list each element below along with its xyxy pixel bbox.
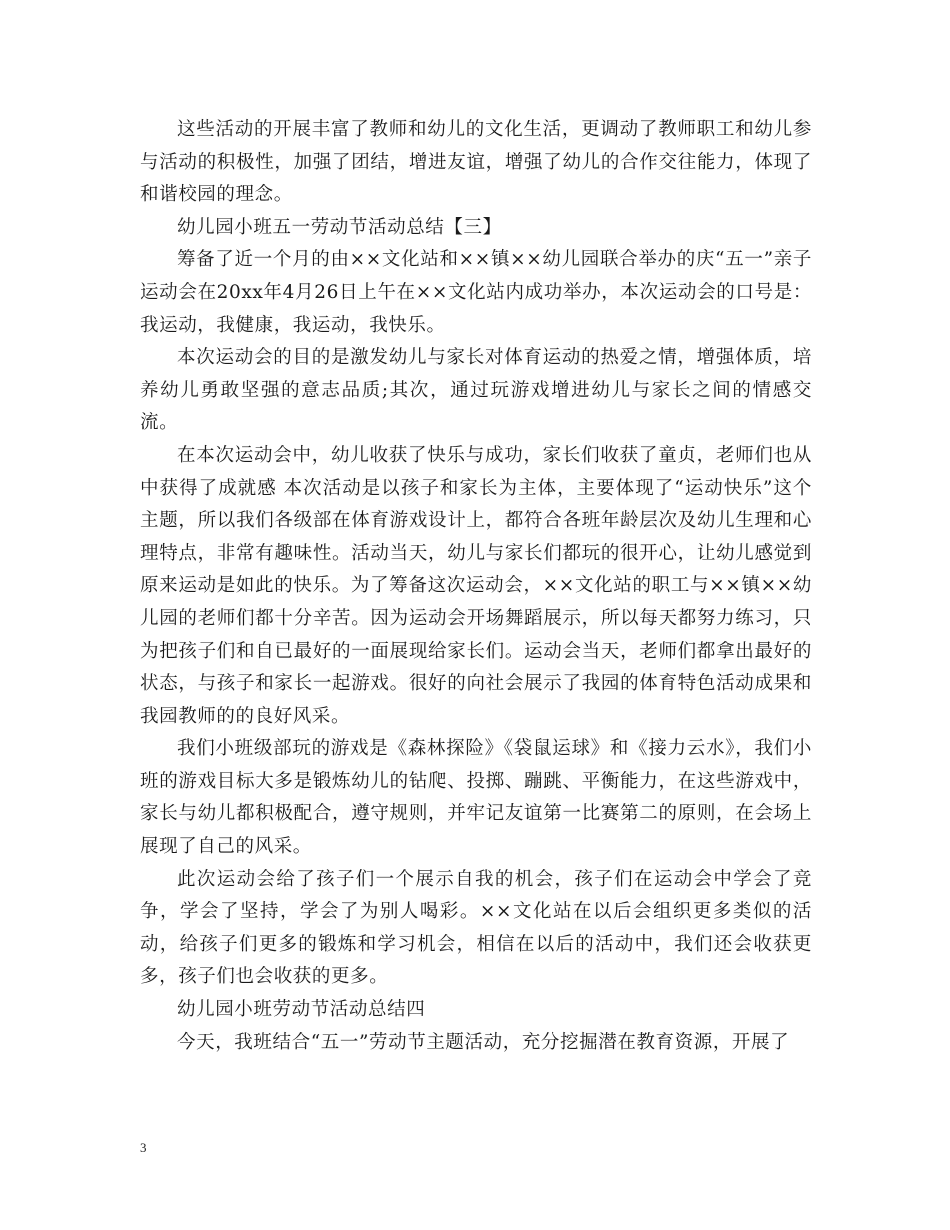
paragraph-class-games: 我们小班级部玩的游戏是《森林探险》《袋鼠运球》和《接力云水》，我们小班的游戏目标大多是锻炼幼儿的钻爬、投掷、蹦跳、平衡能力，在这些游戏中，家长与幼儿都积极配合，遵守规则，并牢记友谊第一比赛第二的原则，在会场上展现了自己的风采。 bbox=[140, 738, 812, 858]
section-heading-three: 幼儿园小班五一劳动节活动总结【三】 bbox=[177, 216, 502, 238]
paragraph-today-activity: 今天，我班结合“五一”劳动节主题活动，充分挖掘潜在教育资源，开展了 bbox=[177, 1031, 790, 1053]
paragraph-meeting-purpose: 本次运动会的目的是激发幼儿与家长对体育运动的热爱之情，增强体质，培养幼儿勇敢坚强的意志品质;其次，通过玩游戏增进幼儿与家长之间的情感交流。 bbox=[140, 347, 812, 434]
paragraph-activities-summary: 这些活动的开展丰富了教师和幼儿的文化生活，更调动了教师职工和幼儿参与活动的积极性，加强了团结，增进友谊，增强了幼儿的合作交往能力，体现了和谐校园的理念。 bbox=[140, 119, 812, 206]
section-heading-four: 幼儿园小班劳动节活动总结四 bbox=[177, 999, 426, 1021]
paragraph-meeting-results: 在本次运动会中，幼儿收获了快乐与成功，家长们收获了童贞，老师们也从中获得了成就感 本次活动是以孩子和家长为主体，主要体现了“运动快乐”这个主题，所以我们各级部在体育游戏设计上，都符合各班年龄层次及幼儿生理和心理特点，非常有趣味性。活动当天，幼儿与家长们都玩的很开心，让幼儿感觉到原来运动是如此的快乐。为了筹备这次运动会，××文化站的职工与××镇××幼儿园的老师们都十分辛苦。因为运动会开场舞蹈展示，所以每天都努力练习，只为把孩子们和自已最好的一面展现给家长们。运动会当天，老师们都拿出最好的状态，与孩子和家长一起游戏。很好的向社会展示了我园的体育特色活动成果和我园教师的的良好风采。 bbox=[140, 444, 812, 727]
paragraph-meeting-opportunity: 此次运动会给了孩子们一个展示自我的机会，孩子们在运动会中学会了竞争，学会了坚持，学会了为别人喝彩。××文化站在以后会组织更多类似的活动，给孩子们更多的锻炼和学习机会，相信在以后的活动中，我们还会收获更多，孩子们也会收获的更多。 bbox=[140, 868, 812, 988]
page-number: 3 bbox=[140, 1140, 147, 1155]
document-body bbox=[140, 114, 812, 1059]
paragraph-sports-meeting-intro: 筹备了近一个月的由××文化站和××镇××幼儿园联合举办的庆“五一”亲子运动会在20xx年4月26日上午在××文化站内成功举办，本次运动会的口号是：我运动，我健康，我运动，我快乐。 bbox=[140, 249, 812, 336]
